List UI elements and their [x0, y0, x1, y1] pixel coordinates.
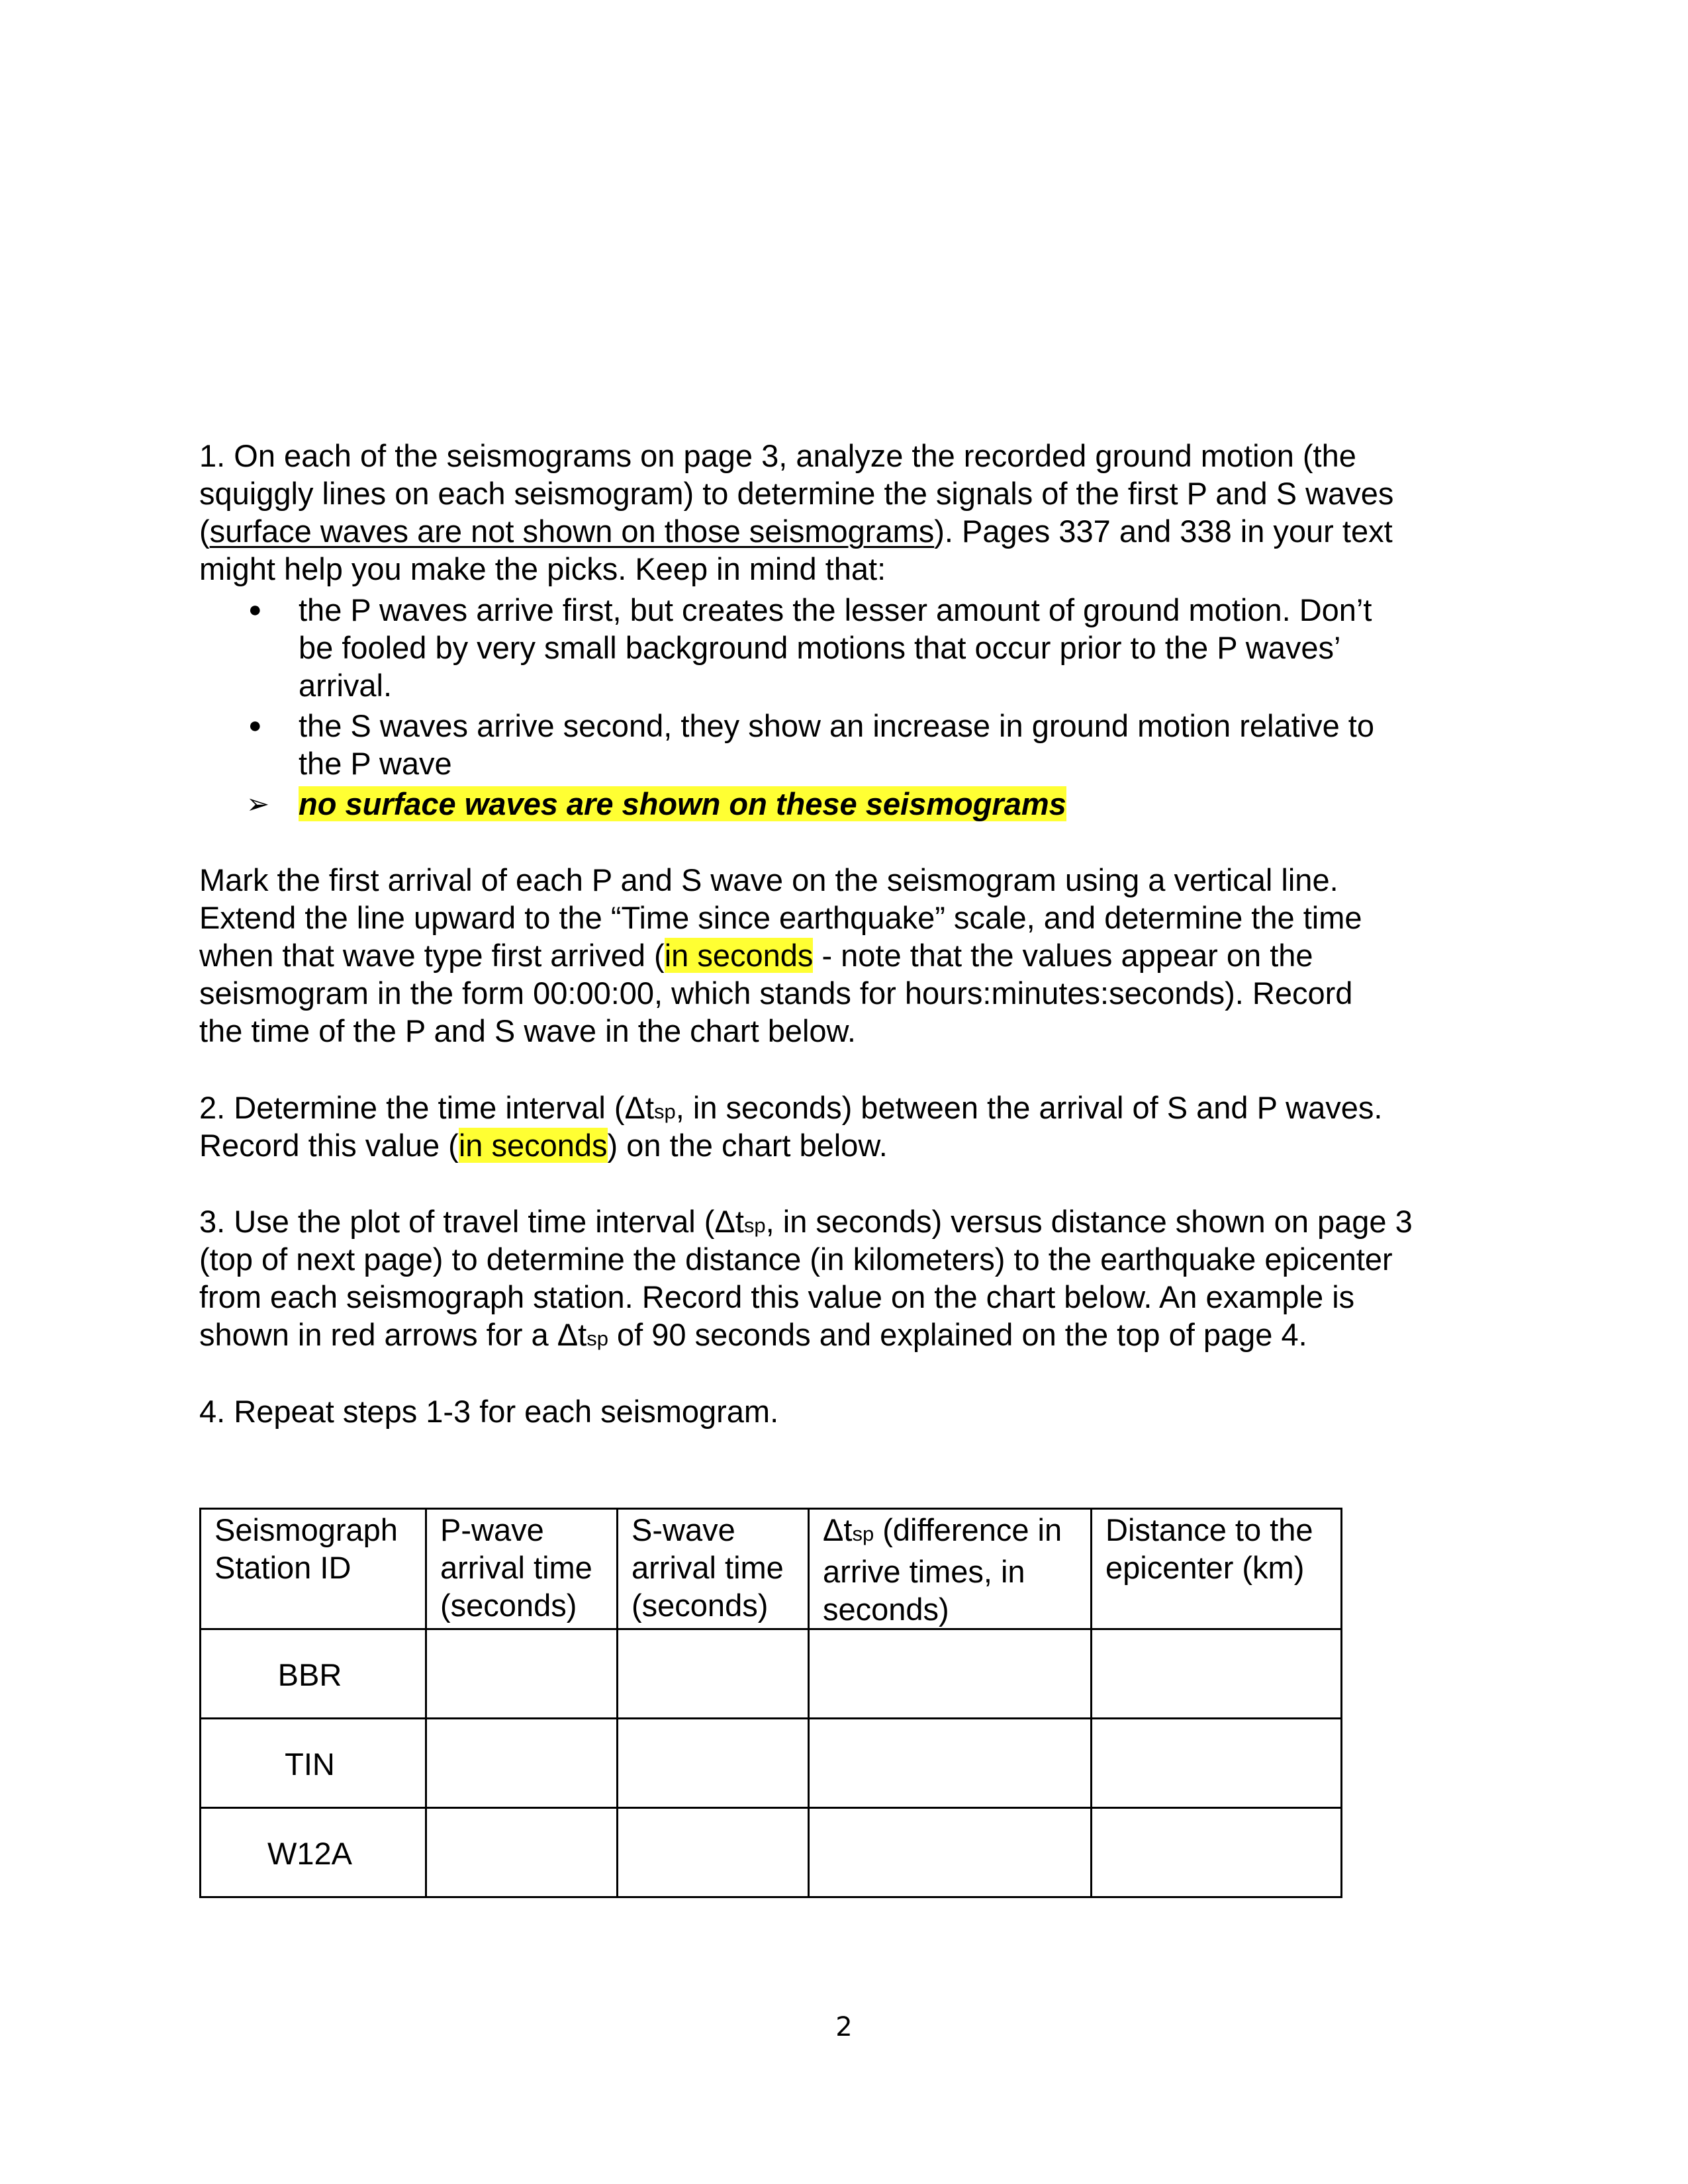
- mark-line-2: Extend the line upward to the “Time since earthquake” scale, and determine the time: [199, 900, 1362, 935]
- distance-cell[interactable]: [1092, 1808, 1342, 1897]
- step1-line-4: might help you make the picks. Keep in mind that:: [199, 551, 886, 586]
- step3-line-3: from each seismograph station. Record this value on the chart below. An example is: [199, 1279, 1355, 1314]
- table-row: [201, 1808, 1342, 1897]
- p-wave-cell[interactable]: [426, 1808, 618, 1897]
- delta-tsp-cell[interactable]: [809, 1719, 1092, 1808]
- delta-tsp-cell[interactable]: [809, 1808, 1092, 1897]
- step1-line-2: squiggly lines on each seismogram) to determine the signals of the first P and S waves: [199, 476, 1394, 511]
- mark-line-3: when that wave type first arrived (in seconds - note that the values appear on the: [199, 938, 1313, 973]
- distance-cell[interactable]: [1092, 1719, 1342, 1808]
- highlighted-arrow-item: no surface waves are shown on these seismograms: [299, 786, 1066, 821]
- step2-line-1: 2. Determine the time interval (Δtsp, in seconds) between the arrival of S and P waves.: [199, 1090, 1383, 1125]
- highlight-in-seconds: in seconds: [664, 938, 814, 973]
- bullet-dot-icon: ●: [248, 597, 262, 622]
- step2-line-2: Record this value (in seconds) on the chart below.: [199, 1128, 888, 1163]
- station-cell: W12A: [201, 1808, 426, 1897]
- step4-line: 4. Repeat steps 1-3 for each seismogram.: [199, 1394, 779, 1429]
- arrow-bullet-icon: ➢: [246, 788, 270, 819]
- header-s-wave: S-wave arrival time (seconds): [618, 1509, 809, 1629]
- header-p-wave: P-wave arrival time (seconds): [426, 1509, 618, 1629]
- bullet-1-line-1: the P waves arrive first, but creates the lesser amount of ground motion. Don’t: [299, 592, 1372, 627]
- bullet-dot-icon: ●: [248, 713, 262, 738]
- s-wave-cell[interactable]: [618, 1629, 809, 1719]
- delta-tsp-cell[interactable]: [809, 1629, 1092, 1719]
- step1-line-1: 1. On each of the seismograms on page 3, analyze the recorded ground motion (the: [199, 438, 1356, 473]
- bullet-1-line-3: arrival.: [299, 668, 393, 703]
- step3-line-4: shown in red arrows for a Δtsp of 90 seconds and explained on the top of page 4.: [199, 1317, 1307, 1352]
- p-wave-cell[interactable]: [426, 1719, 618, 1808]
- page-number: 2: [835, 2012, 853, 2042]
- mark-line-5: the time of the P and S wave in the chart below.: [199, 1013, 856, 1048]
- bullet-1-line-2: be fooled by very small background motions that occur prior to the P waves’: [299, 630, 1341, 665]
- s-wave-cell[interactable]: [618, 1719, 809, 1808]
- underlined-note: surface waves are not shown on those seismograms: [209, 514, 935, 549]
- distance-cell[interactable]: [1092, 1629, 1342, 1719]
- table-row: [201, 1719, 1342, 1808]
- step3-line-2: (top of next page) to determine the distance (in kilometers) to the earthquake epicenter: [199, 1242, 1393, 1277]
- table-row: [201, 1629, 1342, 1719]
- results-chart: [199, 1508, 1342, 1898]
- table-header-row: [201, 1509, 1342, 1629]
- header-delta-tsp: Δtsp (difference in arrive times, in seconds): [809, 1509, 1092, 1629]
- station-cell: TIN: [201, 1719, 426, 1808]
- header-station-id: Seismograph Station ID: [201, 1509, 426, 1629]
- step3-line-1: 3. Use the plot of travel time interval (Δtsp, in seconds) versus distance shown on page 3: [199, 1204, 1413, 1239]
- header-distance: Distance to the epicenter (km): [1092, 1509, 1342, 1629]
- mark-line-1: Mark the first arrival of each P and S wave on the seismogram using a vertical line.: [199, 862, 1338, 897]
- mark-line-4: seismogram in the form 00:00:00, which stands for hours:minutes:seconds). Record: [199, 976, 1353, 1011]
- highlight-in-seconds: in seconds: [458, 1128, 608, 1163]
- step1-line-3: (surface waves are not shown on those seismograms). Pages 337 and 338 in your text: [199, 514, 1393, 549]
- bullet-2-line-1: the S waves arrive second, they show an increase in ground motion relative to: [299, 708, 1374, 743]
- p-wave-cell[interactable]: [426, 1629, 618, 1719]
- bullet-2-line-2: the P wave: [299, 746, 452, 781]
- arrow-item: [299, 785, 1066, 823]
- s-wave-cell[interactable]: [618, 1808, 809, 1897]
- station-cell: BBR: [201, 1629, 426, 1719]
